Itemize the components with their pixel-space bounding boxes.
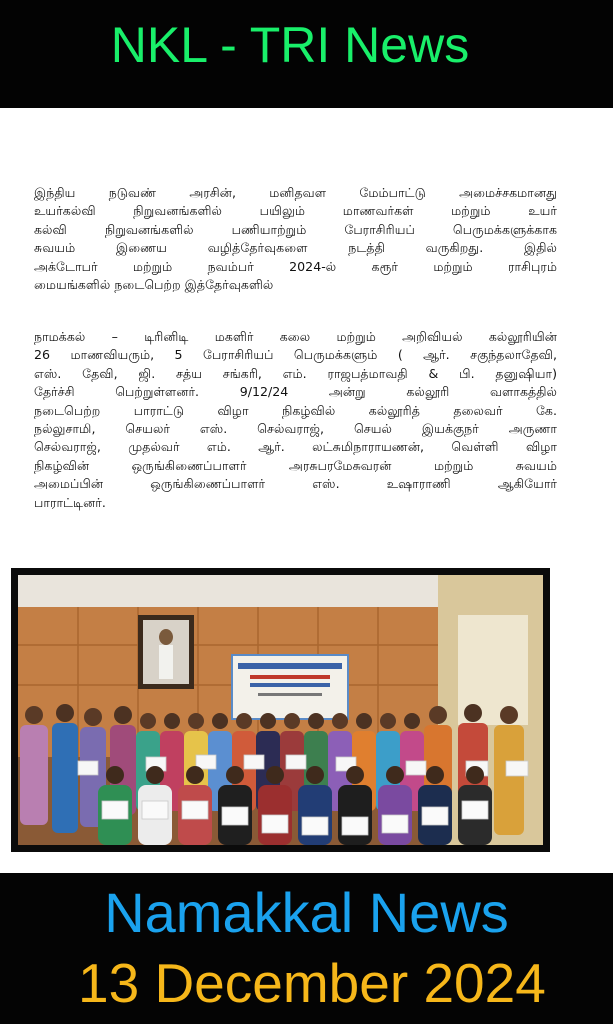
footer-title: Namakkal News — [104, 881, 509, 944]
footer-date: 13 December 2024 — [78, 952, 546, 1014]
article-line: இந்திய நடுவண் அரசின், மனிதவள மேம்பாட்டு அமைச்சகமானது — [34, 185, 557, 200]
article-line: அமைப்பின் ஒருங்கிணைப்பாளர் எஸ். உஷாராணி ஆகியோர் — [34, 476, 557, 492]
article-line: நடைபெற்ற பாராட்டு விழா நிகழ்வில் கல்லூரித் தலைவர் கே. — [34, 402, 557, 418]
group-photo — [18, 575, 543, 845]
group-photo-illustration — [18, 575, 543, 845]
article-line: சுவயம் இணைய வழித்தேர்வுகளை நடத்தி வருகிறது. இதில் — [34, 240, 557, 256]
header-title: NKL - TRI News — [110, 17, 470, 73]
article-line: தேர்ச்சி பெற்றுள்ளனர். 9/12/24 அன்று கல்லூரி வளாகத்தில் — [34, 384, 557, 400]
article-line: நல்லுசாமி, செயலர் எஸ். செல்வராஜ், செயல் இயக்குநர் அருணா — [34, 420, 557, 436]
article-line: நாமக்கல் – டிரினிடி மகளிர் கலை மற்றும் அறிவியல் கல்லூரியின் — [34, 329, 557, 344]
article-line: கல்வி நிறுவனங்களில் பணியாற்றும் பேராசிரியப் பெருமக்களுக்காக — [34, 221, 557, 237]
article-line: பாராட்டினர். — [34, 494, 106, 510]
article-line: செல்வராஜ், முதல்வர் எம். ஆர். லட்சுமிநாராயணன், வெள்ளி விழா — [34, 439, 557, 455]
article-line: அக்டோபர் மற்றும் நவம்பர் 2024-ல் கரூர் மற்றும் ராசிபுரம் — [34, 258, 557, 274]
article-line: உயர்கல்வி நிறுவனங்களில் பயிலும் மாணவர்கள் மற்றும் உயர் — [34, 203, 557, 219]
article-line: 26 மாணவியரும், 5 பேராசிரியப் பெருமக்களும் ( ஆர். சகுந்தலாதேவி, — [34, 347, 557, 363]
article-line: மையங்களில் நடைபெற்ற இத்தேர்வுகளில் — [34, 276, 274, 292]
article-paragraph-1 — [34, 184, 557, 294]
article-line: நிகழ்வின் ஒருங்கிணைப்பாளர் அரசுபரமேசுவரன் மற்றும் சுவயம் — [34, 457, 557, 473]
photo-frame — [11, 568, 550, 852]
article-paragraph-2 — [34, 328, 557, 512]
article-line: எஸ். தேவி, ஜி. சத்ய சங்கரி, எம். ராஜபத்மாவதி & பி. தனுஷியா) — [34, 365, 557, 381]
